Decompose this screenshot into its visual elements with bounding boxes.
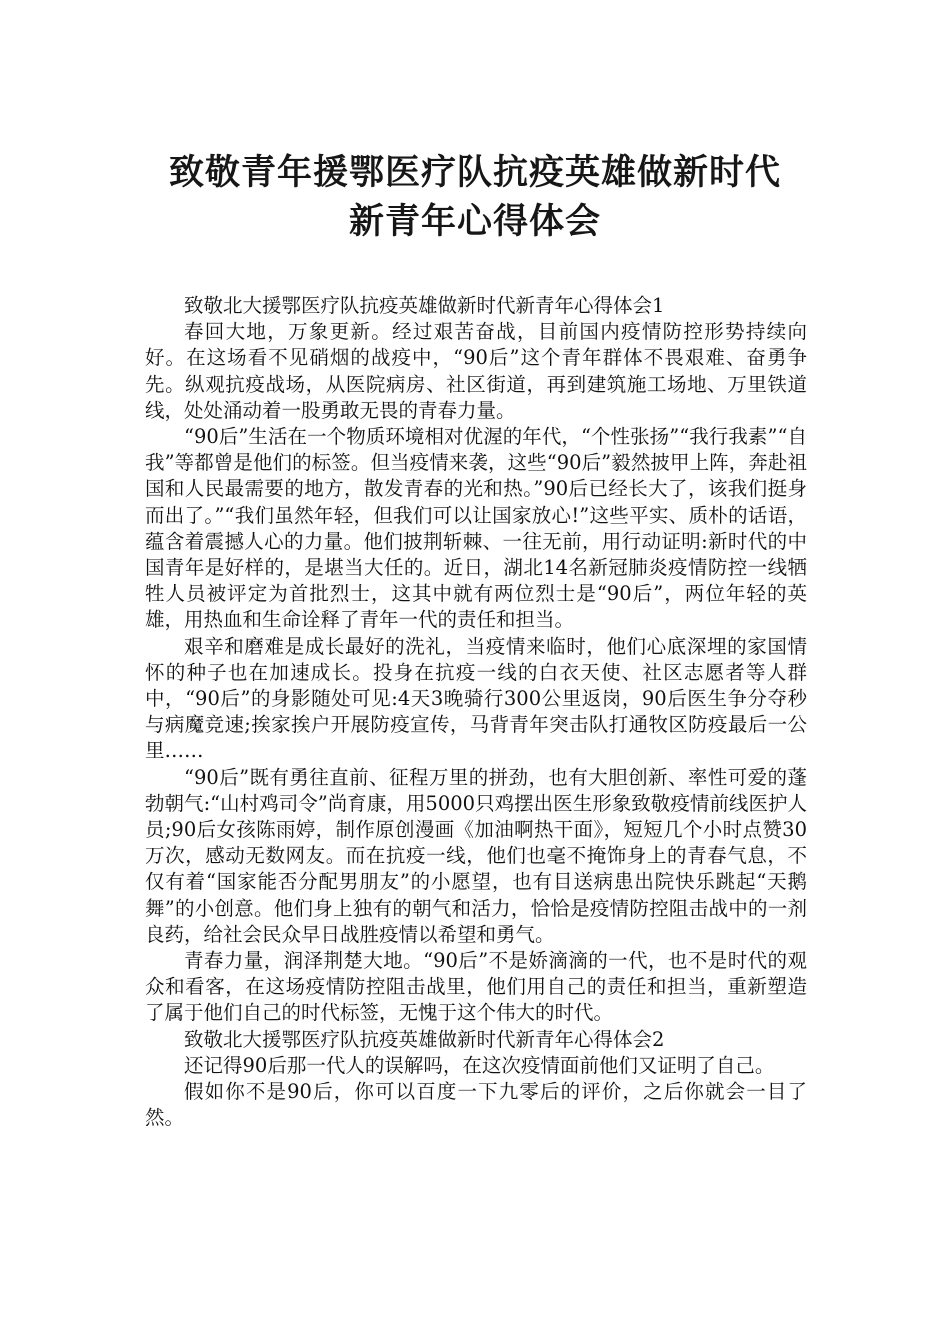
document-title bbox=[120, 149, 830, 247]
title-line-2: 新青年心得体会 bbox=[348, 202, 601, 243]
paragraph: 青春力量，润泽荆楚大地。“90后”不是娇滴滴的一代，也不是时代的观众和看客，在这场疫情防控阻击战里，他们用自己的责任和担当，重新塑造了属于他们自己的时代标签，无愧于这个伟大的时代。 bbox=[145, 949, 807, 1025]
title-line-1: 致敬青年援鄂医疗队抗疫英雄做新时代 bbox=[168, 153, 781, 194]
paragraph: 艰辛和磨难是成长最好的洗礼，当疫情来临时，他们心底深埋的家国情怀的种子也在加速成长。投身在抗疫一线的白衣天使、社区志愿者等人群中，“90后”的身影随处可见:4天3晚骑行300公里返岗，90后医生争分夺秒与病魔竞速;挨家挨户开展防疫宣传，马背青年突击队打通牧区防疫最后一公里…… bbox=[145, 634, 807, 763]
subheading-essay-2: 致敬北大援鄂医疗队抗疫英雄做新时代新青年心得体会2 bbox=[184, 1027, 665, 1051]
paragraph: 春回大地，万象更新。经过艰苦奋战，目前国内疫情防控形势持续向好。在这场看不见硝烟的战疫中，“90后”这个青年群体不畏艰难、奋勇争先。纵观抗疫战场，从医院病房、社区街道，再到建筑施工场地、万里铁道线，处处涌动着一股勇敢无畏的青春力量。 bbox=[145, 320, 807, 422]
paragraph: “90后”既有勇往直前、征程万里的拼劲，也有大胆创新、率性可爱的蓬勃朝气:“山村鸡司令”尚育康，用5000只鸡摆出医生形象致敬疫情前线医护人员;90后女孩陈雨婷，制作原创漫画《加油啊热干面》，短短几个小时点赞30万次，感动无数网友。而在抗疫一线，他们也毫不掩饰身上的青春气息，不仅有着“国家能否分配男朋友”的小愿望，也有目送病患出院快乐跳起“天鹅舞”的小创意。他们身上独有的朝气和活力，恰恰是疫情防控阻击战中的一剂良药，给社会民众早日战胜疫情以希望和勇气。 bbox=[145, 765, 807, 946]
paragraph: 假如你不是90后，你可以百度一下九零后的评价，之后你就会一目了然。 bbox=[145, 1080, 807, 1130]
subheading-essay-1: 致敬北大援鄂医疗队抗疫英雄做新时代新青年心得体会1 bbox=[184, 294, 665, 317]
paragraph: 还记得90后那一代人的误解吗，在这次疫情面前他们又证明了自己。 bbox=[184, 1053, 775, 1077]
document-body bbox=[145, 293, 807, 1132]
paragraph: “90后”生活在一个物质环境相对优渥的年代，“个性张扬”“我行我素”“自我”等都曾是他们的标签。但当疫情来袭，这些“90后”毅然披甲上阵，奔赴祖国和人民最需要的地方，散发青春的光和热。”90后已经长大了，该我们挺身而出了。”“我们虽然年轻，但我们可以让国家放心!”这些平实、质朴的话语，蕴含着震撼人心的力量。他们披荆斩棘、一往无前，用行动证明:新时代的中国青年是好样的，是堪当大任的。近日，湖北14名新冠肺炎疫情防控一线牺牲人员被评定为首批烈士，这其中就有两位烈士是“90后”，两位年轻的英雄，用热血和生命诠释了青年一代的责任和担当。 bbox=[145, 425, 807, 632]
